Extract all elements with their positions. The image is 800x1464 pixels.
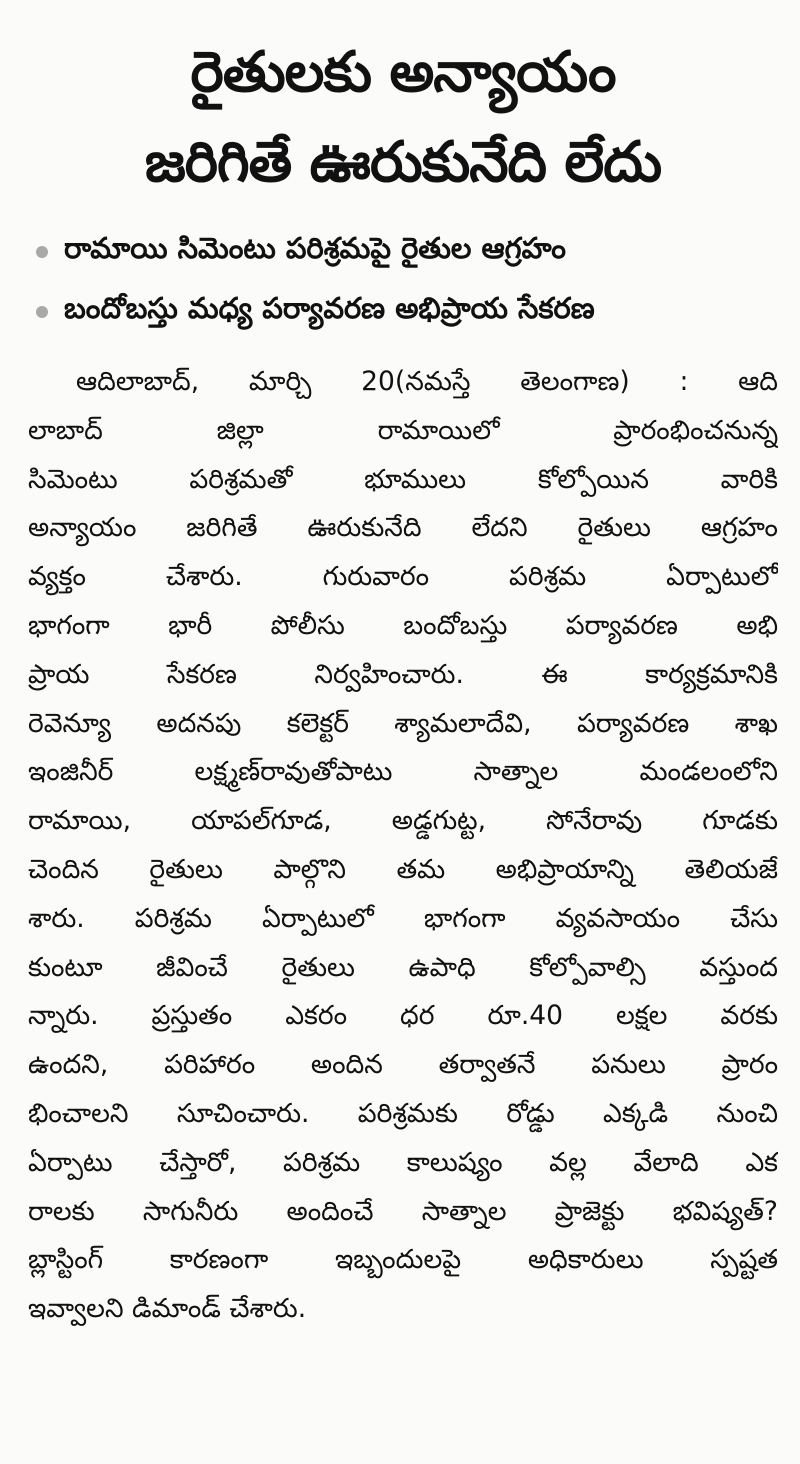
article-line: లాబాద్ జిల్లా రామాయిలో ప్రారంభించనున్న [28, 414, 778, 446]
article-line: శారు. పరిశ్రమ ఏర్పాటులో భాగంగా వ్యవసాయం చేసు [28, 902, 778, 934]
bullet-icon [36, 306, 48, 318]
article-line: రామాయి, యాపల్‌గూడ, అడ్డగుట్ట, సోనేరావు గూడకు [28, 805, 778, 837]
article-line: ఏర్పాటు చేస్తారో, పరిశ్రమ కాలుష్యం వల్ల వేలాది ఎక [28, 1146, 778, 1178]
article-line: ఉందని, పరిహారం అందిన తర్వాతనే పనులు ప్రారం [28, 1049, 778, 1081]
article-line: రెవెన్యూ అదనపు కలెక్టర్ శ్యామలాదేవి, పర్యావరణ శాఖ [28, 707, 778, 739]
article-line: అన్యాయం జరిగితే ఊరుకునేది లేదని రైతులు ఆగ్రహం [28, 512, 778, 544]
subheadline-text: రామాయి సిమెంటు పరిశ్రమపై రైతుల ఆగ్రహం [64, 231, 566, 265]
article-line: కుంటూ జీవించే రైతులు ఉపాధి కోల్పోవాల్సి వస్తుంద [28, 951, 778, 983]
article-line: బ్లాస్టింగ్ కారణంగా ఇబ్బందులపై అధికారులు స్పష్టత [28, 1244, 778, 1276]
article-body [28, 358, 778, 1334]
article-line: భించాలని సూచించారు. పరిశ్రమకు రోడ్డు ఎక్కడి నుంచి [28, 1097, 778, 1129]
headline [28, 0, 778, 208]
article-line: న్నారు. ప్రస్తుతం ఎకరం ధర రూ.40 లక్షల వరకు [28, 1000, 778, 1032]
article-line: వ్యక్తం చేశారు. గురువారం పరిశ్రమ ఏర్పాటులో [28, 561, 778, 593]
bullet-icon [36, 246, 48, 258]
article-line: భాగంగా భారీ పోలీసు బందోబస్తు పర్యావరణ అభి [28, 609, 778, 641]
subheadline-1 [28, 222, 778, 282]
article-line: ప్రాయ సేకరణ నిర్వహించారు. ఈ కార్యక్రమానికి [28, 658, 778, 690]
article-line: ఇవ్వాలని డిమాండ్ చేశారు. [28, 1293, 307, 1325]
article-line: ఆదిలాబాద్, మార్చి 20(నమస్తే తెలంగాణ) : ఆది [76, 366, 778, 397]
subheadline-list [28, 222, 778, 342]
article-line: రాలకు సాగునీరు అందించే సాత్నాల ప్రాజెక్టు భవిష్యత్? [28, 1195, 778, 1227]
article-line: సిమెంటు పరిశ్రమతో భూములు కోల్పోయిన వారికి [28, 463, 778, 495]
article-line: ఇంజినీర్ లక్ష్మణ్‌రావుతోపాటు సాత్నాల మండలంలోని [28, 756, 778, 788]
headline-line-1: రైతులకు అన్యాయం [190, 40, 616, 105]
article-line: చెందిన రైతులు పాల్గొని తమ అభిప్రాయాన్ని తెలియజే [28, 853, 778, 885]
subheadline-2 [28, 282, 778, 342]
subheadline-text: బందోబస్తు మధ్య పర్యావరణ అభిప్రాయ సేకరణ [64, 291, 595, 325]
headline-line-2: జరిగితే ఊరుకునేది లేదు [144, 130, 662, 195]
